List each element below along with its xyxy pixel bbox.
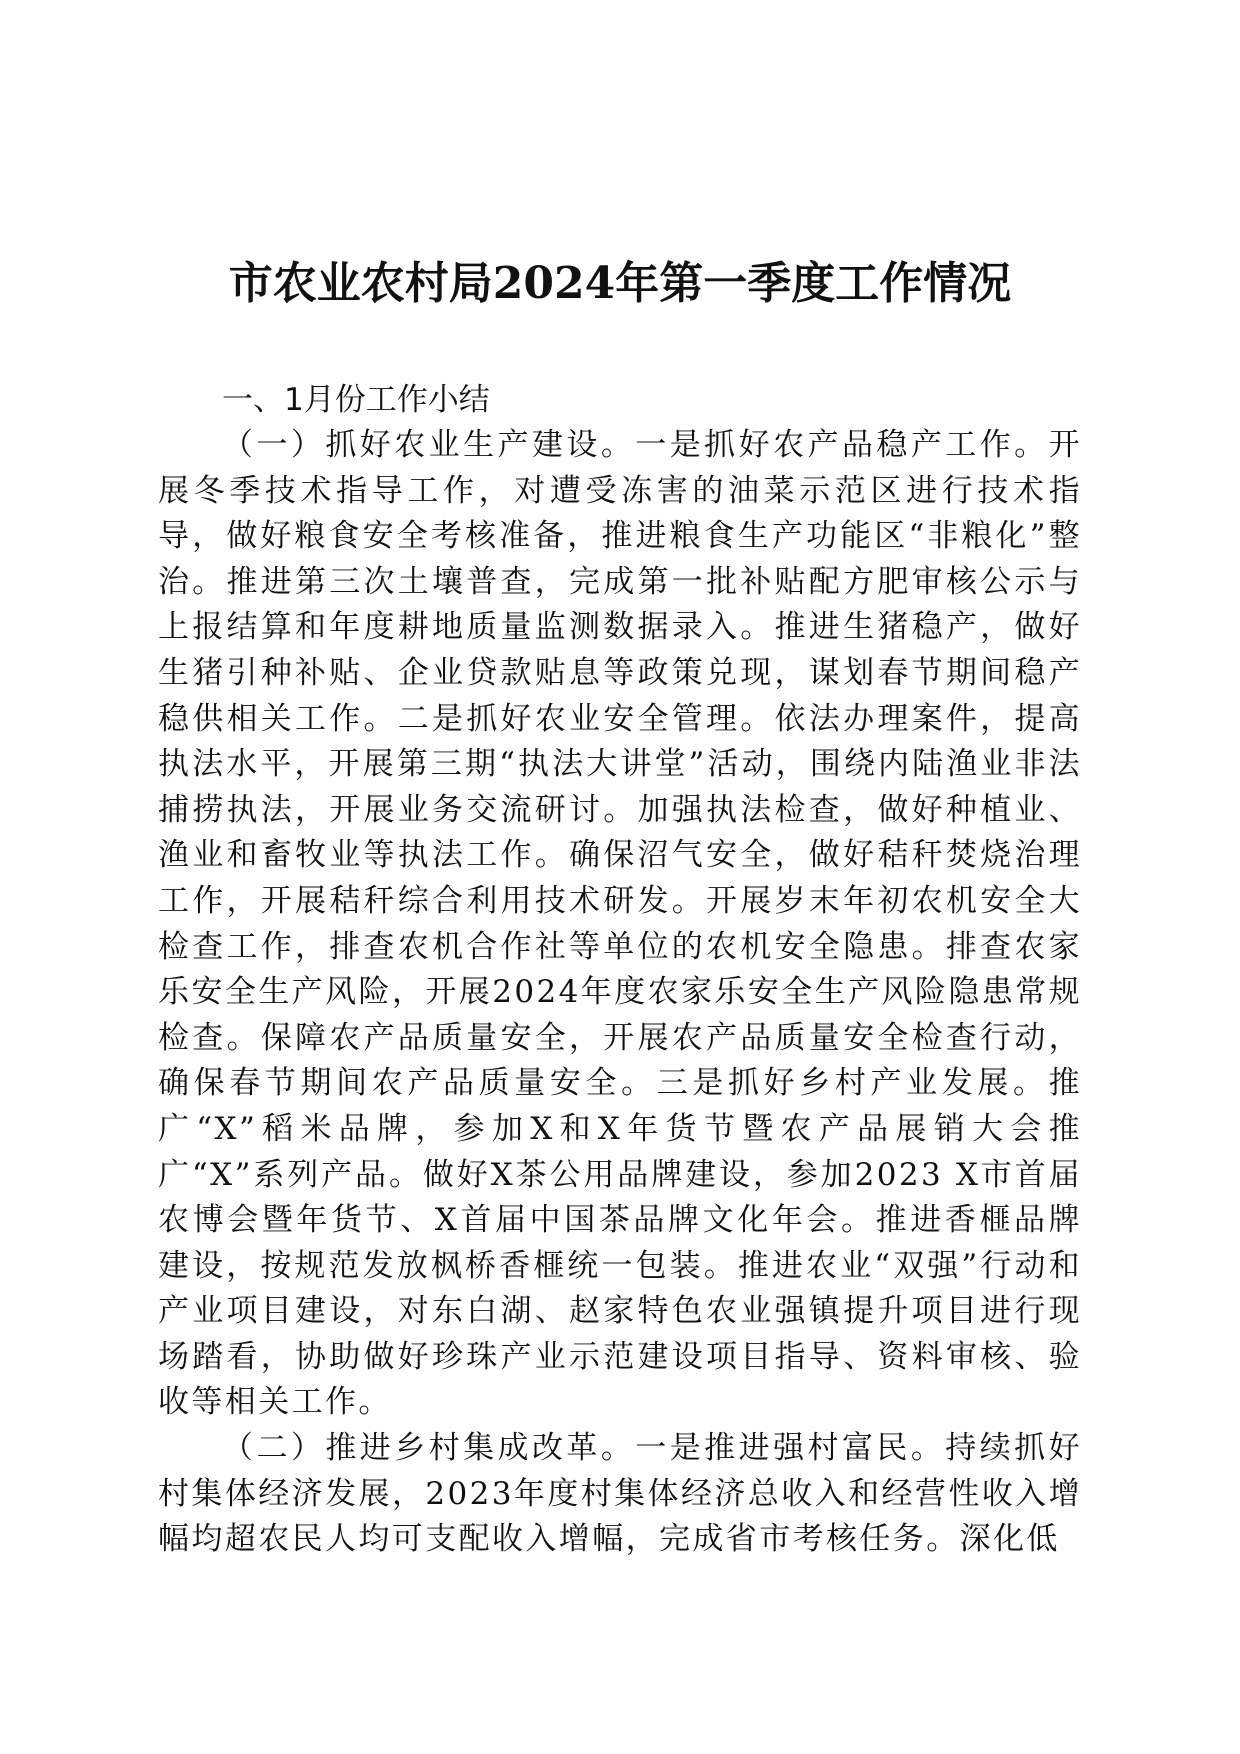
document-title: 市农业农村局2024年第一季度工作情况 bbox=[228, 258, 1012, 309]
paragraph-agricultural-production: （一）抓好农业生产建设。一是抓好农产品稳产工作。开展冬季技术指导工作，对遭受冻害的油菜示范区进行技术指导，做好粮食安全考核准备，推进粮食生产功能区“非粮化”整治。推进第三次土壤普查，完成第一批补贴配方肥审核公示与上报结算和年度耕地质量监测数据录入。推进生猪稳产，做好生猪引种补贴、企业贷款贴息等政策兑现，谋划春节期间稳产稳供相关工作。二是抓好农业安全管理。依法办理案件，提高执法水平，开展第三期“执法大讲堂”活动，围绕内陆渔业非法捕捞执法，开展业务交流研讨。加强执法检查，做好种植业、渔业和畜牧业等执法工作。确保沼气安全，做好秸秆焚烧治理工作，开展秸秆综合利用技术研发。开展岁末年初农机安全大检查工作，排查农机合作社等单位的农机安全隐患。排查农家乐安全生产风险，开展2024年度农家乐安全生产风险隐患常规检查。保障农产品质量安全，开展农产品质量安全检查行动，确保春节期间农产品质量安全。三是抓好乡村产业发展。推广“X”稻米品牌，参加X和X年货节暨农产品展销大会推广“X”系列产品。做好X茶公用品牌建设，参加2023 X市首届农博会暨年货节、X首届中国茶品牌文化年会。推进香榧品牌建设，按规范发放枫桥香榧统一包装。推进农业“双强”行动和产业项目建设，对东白湖、赵家特色农业强镇提升项目进行现场踏看，协助做好珍珠产业示范建设项目指导、资料审核、验收等相关工作。 bbox=[158, 427, 1082, 1421]
paragraph-rural-reform: （二）推进乡村集成改革。一是推进强村富民。持续抓好村集体经济发展，2023年度村集体经济总收入和经营性收入增幅均超农民人均可支配收入增幅，完成省市考核任务。深化低 bbox=[158, 1430, 1082, 1558]
section-heading: 一、1月份工作小结 bbox=[222, 382, 490, 418]
document-body bbox=[158, 378, 1082, 1563]
